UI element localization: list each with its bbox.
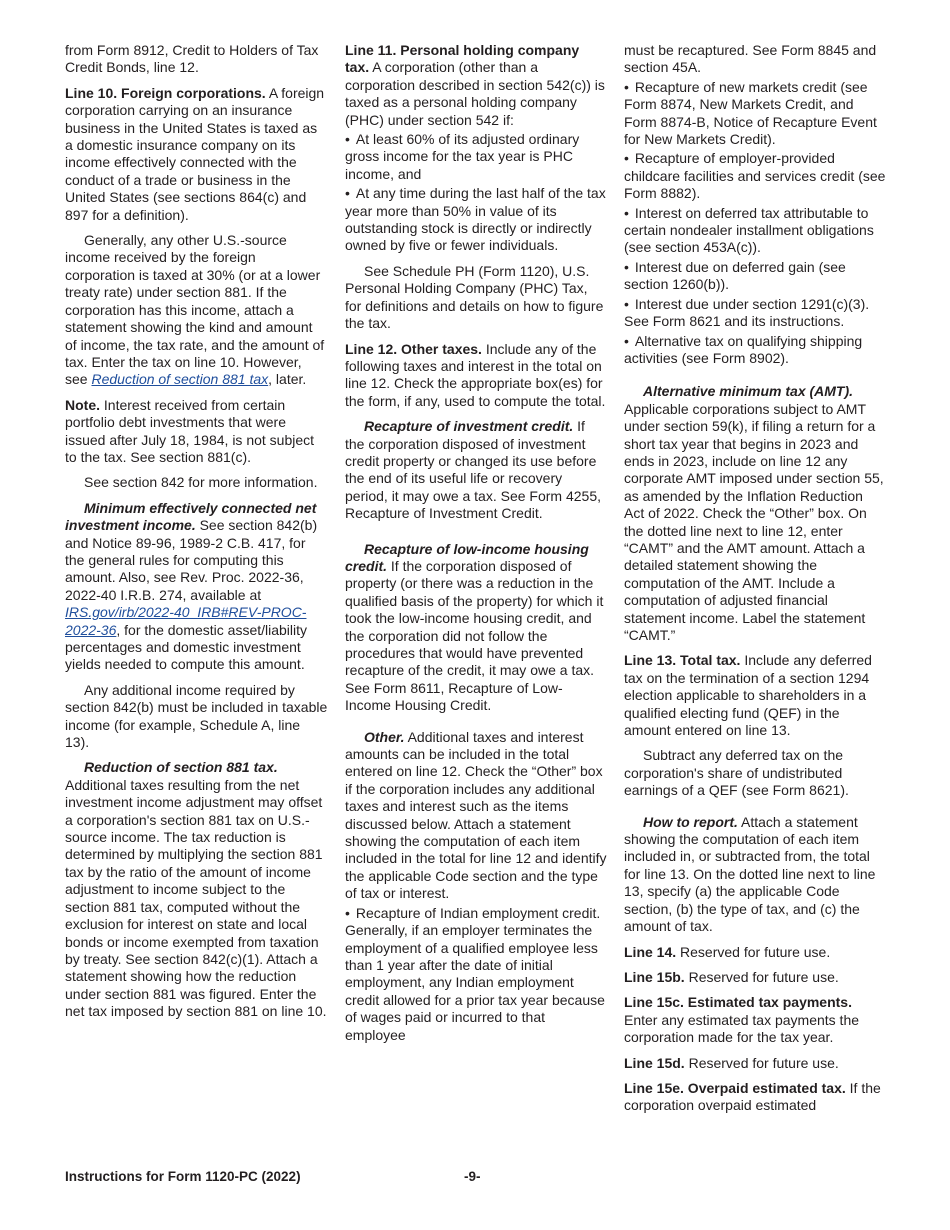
paragraph-other <box>345 729 607 903</box>
text: Enter any estimated tax payments the corporation made for the tax year. <box>624 1011 860 1046</box>
text: Reserved for future use. <box>684 1054 839 1071</box>
text: A corporation (other than a corporation described in section 542(c)) is taxed as a personal holding company (PHC) under section 542 if: <box>345 59 605 128</box>
paragraph-reduction-881 <box>65 759 328 1020</box>
text: Additional taxes and interest amounts can be included in the total entered on line 12. Check the “Other” box if the corporation includes any additional taxes and interest such as the items discussed below. Attach a statement showing the computation of each item included in the total for line 12 and identify the applicable Code section and the type of tax or interest. <box>345 728 607 902</box>
text: Applicable corporations subject to AMT under section 59(k), if filing a return for a short tax year that begins in 2023 and ends in 2023, include on line 12 any corporate AMT imposed under section 55, as amended by the Inflation Reduction Act of 2022. Check the “Other” box. On the dotted line next to line 12, enter “CAMT” and the AMT amount. Attach a detailed statement showing the computation of the AMT. Include a computation of adjusted financial statement income. Label the statement “CAMT.” <box>624 400 884 643</box>
heading-line-15b: Line 15b. <box>624 968 685 985</box>
paragraph: must be recaptured. See Form 8845 and section 45A. <box>624 42 877 76</box>
subheading: Recapture of investment credit. <box>364 418 574 435</box>
bullet-item: • At any time during the last half of the tax year more than 50% in value of its outstanding stock is directly or indirectly owned by five or fewer individuals. <box>345 185 607 255</box>
text: Interest received from certain portfolio debt investments that were issued after July 18, 1984, is not subject to the tax. See section 881(c). <box>65 396 315 465</box>
heading-line-10: Line 10. Foreign corporations. <box>65 84 266 101</box>
paragraph-line-11 <box>345 42 607 129</box>
heading-line-14: Line 14. <box>624 943 677 960</box>
bullet-item: • Interest due on deferred gain (see section 1260(b)). <box>624 259 886 294</box>
paragraph-line-15c <box>624 994 886 1046</box>
heading-line-13: Line 13. Total tax. <box>624 652 741 669</box>
paragraph-line-10 <box>65 85 328 224</box>
footer-title: Instructions for Form 1120-PC (2022) <box>65 1169 301 1184</box>
paragraph-line-14 <box>624 944 886 961</box>
paragraph: See section 842 for more information. <box>84 474 318 491</box>
note-paragraph <box>65 397 328 467</box>
paragraph-investment-credit <box>345 418 607 522</box>
text: Reserved for future use. <box>684 968 839 985</box>
bullet-item: • Interest on deferred tax attributable to certain nondealer installment obligations (see section 453A(c)). <box>624 205 886 257</box>
subheading: Recapture of low-income housing credit. <box>345 540 589 574</box>
text: If the corporation disposed of investment credit property or changed its use before the end of its useful life or recovery period, it may owe a tax. See Form 4255, Recapture of Investment Credit. <box>345 418 602 522</box>
irs-irb-link[interactable]: IRS.gov/irb/2022-40_IRB#REV-PROC-2022-36 <box>65 604 307 638</box>
subheading: Alternative minimum tax (AMT). <box>643 383 854 400</box>
paragraph-how-to-report <box>624 814 886 936</box>
column-right <box>624 42 886 1123</box>
heading-line-15d: Line 15d. <box>624 1054 685 1071</box>
paragraph: from Form 8912, Credit to Holders of Tax Credit Bonds, line 12. <box>65 42 319 76</box>
text: Reserved for future use. <box>676 943 831 960</box>
text: Include any deferred tax on the termination of a section 1294 election applicable to shareholders in a qualified electing fund (QEF) in the amount entered on line 13. <box>624 652 872 739</box>
paragraph-minimum-ecni <box>65 500 328 674</box>
heading-line-11: Line 11. Personal holding company tax. <box>345 42 580 76</box>
paragraph-line-13 <box>624 652 886 739</box>
paragraph-line-12 <box>345 341 607 411</box>
paragraph: Any additional income required by section 842(b) must be included in taxable income (for example, Schedule A, line 13). <box>65 681 328 751</box>
paragraph-line-15e <box>624 1080 886 1115</box>
heading-line-15e: Line 15e. Overpaid estimated tax. <box>624 1079 846 1096</box>
reduction-881-link[interactable]: Reduction of section 881 tax <box>91 371 269 388</box>
column-left <box>65 42 328 1029</box>
text: See section 842(b) and Notice 89-96, 1989-2 C.B. 417, for the general rules for computing this amount. Also, see Rev. Proc. 2022-36, 2022-40 I.R.B. 274, available at <box>65 517 318 603</box>
heading-line-15c: Line 15c. Estimated tax payments. <box>624 994 852 1011</box>
paragraph-low-income-housing <box>345 541 607 715</box>
paragraph-amt <box>624 383 886 644</box>
text: If the corporation overpaid estimated <box>624 1079 881 1114</box>
paragraph-line-15d <box>624 1055 886 1072</box>
text: Attach a statement showing the computation of each item included in, or subtracted from, the total for line 13. On the dotted line next to line 13, specify (a) the applicable Code section, (b) the type of tax, and (c) the amount of tax. <box>624 813 876 935</box>
subheading: How to report. <box>643 813 738 830</box>
text: , for the domestic asset/liability percentages and domestic investment yields needed to compute this amount. <box>65 621 308 673</box>
text: If the corporation disposed of property (or there was a reduction in the qualified basis of the property) for which it took the low-income housing credit, and the corporation did not follow the procedures that would have prevented recapture of the credit, it may owe a tax. See Form 8611, Recapture of Low-Income Housing Credit. <box>345 557 604 714</box>
heading-line-12: Line 12. Other taxes. <box>345 340 482 357</box>
bullet-item: • At least 60% of its adjusted ordinary gross income for the tax year is PHC income, and <box>345 131 607 183</box>
paragraph-line-15b <box>624 969 886 986</box>
text: Include any of the following taxes and interest in the total on line 12. Check the appropriate box(es) for the form, if any, used to compute the total. <box>345 340 606 409</box>
bullet-item: • Interest due under section 1291(c)(3). See Form 8621 and its instructions. <box>624 296 886 331</box>
note-label: Note. <box>65 396 100 413</box>
bullet-item: • Recapture of employer-provided childcare facilities and services credit (see Form 8882). <box>624 150 886 202</box>
text: , later. <box>268 371 307 388</box>
paragraph: Subtract any deferred tax on the corporation's share of undistributed earnings of a QEF (see Form 8621). <box>624 747 849 799</box>
paragraph <box>65 232 328 389</box>
subheading: Other. <box>364 728 405 745</box>
bullet-item: • Recapture of Indian employment credit. Generally, if an employer terminates the employment of a qualified employee less than 1 year after the date of initial employment, any Indian employment credit allowed for a prior tax year because of wages paid or incurred to that employee <box>345 905 607 1044</box>
bullet-item: • Recapture of new markets credit (see Form 8874, New Markets Credit, and Form 8874-B, Notice of Recapture Event for New Markets Credit). <box>624 79 886 149</box>
paragraph: See Schedule PH (Form 1120), U.S. Personal Holding Company (PHC) Tax, for definitions and details on how to figure the tax. <box>345 262 604 332</box>
bullet-item: • Alternative tax on qualifying shipping activities (see Form 8902). <box>624 333 886 368</box>
subheading: Minimum effectively connected net investment income. <box>65 499 317 534</box>
text: A foreign corporation carrying on an insurance business in the United States is taxed as a domestic insurance company on its income effectively connected with the conduct of a trade or business in the United States (see sections 864(c) and 897 for a definition). <box>65 84 325 223</box>
text: Additional taxes resulting from the net investment income adjustment may offset a corporation's section 881 tax on U.S.-source income. The tax reduction is determined by multiplying the section 881 tax by the ratio of the amount of income adjustment to income subject to the section 881 tax, computed without the exclusion for interest on state and local bonds or income exempted from taxation by treaty. See section 842(c)(1). Attach a statement showing how the reduction under section 881 was figured. Enter the net tax imposed by section 881 on line 10. <box>65 776 327 1020</box>
subheading: Reduction of section 881 tax. <box>84 759 278 776</box>
text: Generally, any other U.S.-source income received by the foreign corporation is taxed at 30% (or at a lower treaty rate) under section 881. If the corporation has this income, attach a statement showing the kind and amount of income, the tax rate, and the amount of tax. Enter the tax on line 10. However, see <box>65 232 325 388</box>
page-number: -9- <box>464 1169 481 1184</box>
column-middle <box>345 42 607 1052</box>
